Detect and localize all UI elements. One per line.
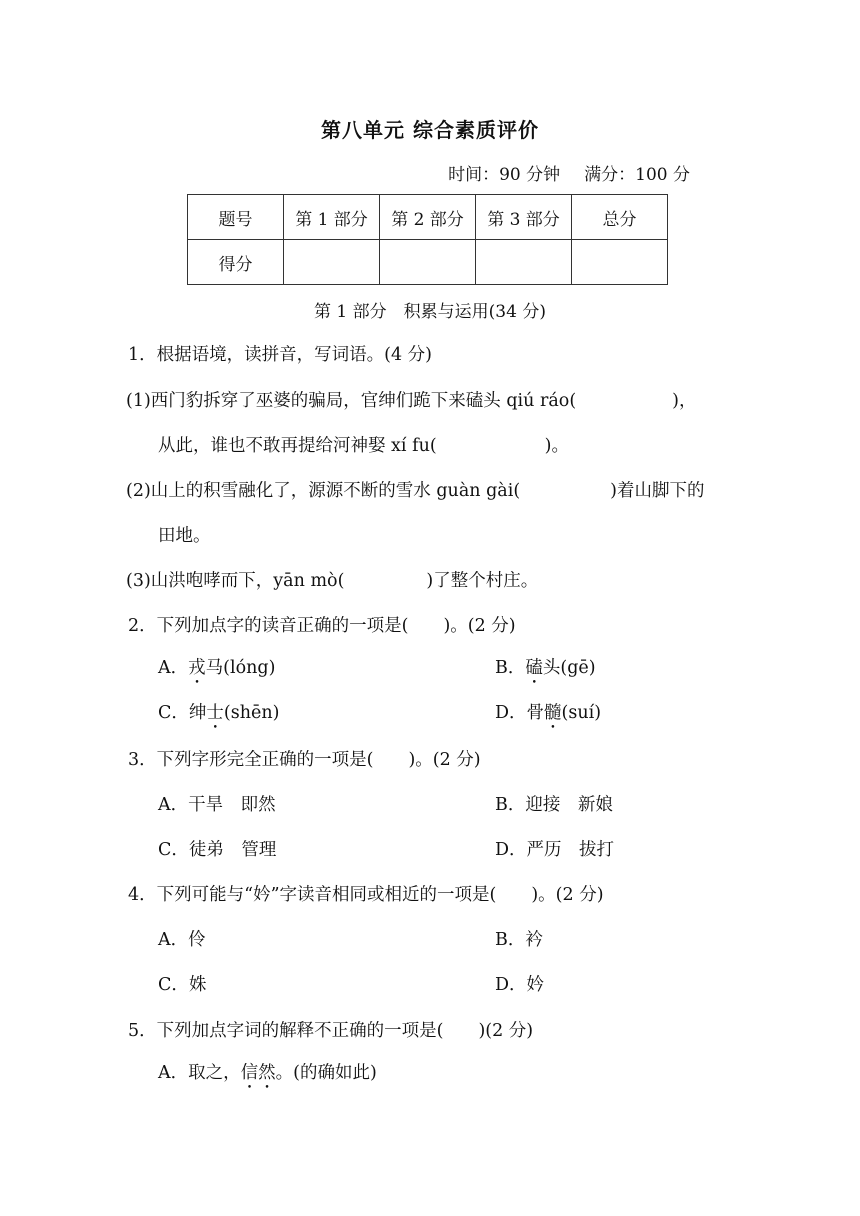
question-1-stem: 1．根据语境，读拼音，写词语。(4 分)	[128, 345, 432, 365]
q1-p1-tail-2: )。	[544, 436, 569, 456]
page-title: 第八单元 综合素质评价	[321, 118, 539, 142]
q1-p1-tail: )，	[672, 391, 697, 411]
q2-option-b-text: 头(gē)	[542, 658, 596, 678]
question-1-part-1-line-2	[158, 434, 569, 458]
q3-option-c[interactable]: C．徒弟 管理	[158, 840, 277, 860]
full-score: 满分：100 分	[584, 165, 690, 185]
q1-p3-text: (3)山洪咆哮而下，yān mò(	[126, 571, 345, 591]
score-cell-part1[interactable]	[284, 240, 380, 285]
q2-option-c-dotted-char: 士	[206, 703, 224, 723]
q2-option-c[interactable]	[158, 701, 279, 733]
question-4-stem: 4．下列可能与“妗”字读音相同或相近的一项是( )。(2 分)	[128, 885, 604, 905]
score-table-header-row	[188, 195, 668, 240]
question-1-part-1-line-1	[126, 389, 696, 413]
q2-option-d-text: (suí)	[561, 703, 602, 723]
score-table	[187, 194, 668, 285]
q3-option-a[interactable]: A．干旱 即然	[158, 795, 276, 815]
q1-p3-tail: )了整个村庄。	[426, 571, 539, 591]
header-cell-part1: 第 1 部分	[284, 195, 380, 240]
q4-option-c[interactable]: C．姝	[158, 975, 207, 995]
q2-option-b-letter: B．	[495, 658, 526, 678]
score-cell-total[interactable]	[572, 240, 668, 285]
q4-option-b[interactable]: B．衿	[495, 930, 543, 950]
q2-option-c-text: (shēn)	[223, 703, 280, 723]
q2-option-d-dotted-char: 髓	[544, 703, 562, 723]
question-1-part-2-line-1	[126, 479, 704, 503]
section-heading: 第 1 部分 积累与运用(34 分)	[314, 302, 546, 322]
q2-option-b-dotted-char: 磕	[525, 658, 543, 678]
q4-option-a[interactable]: A．伶	[158, 930, 206, 950]
time-limit: 时间：90 分钟	[448, 165, 561, 185]
q1-p2-tail: )着山脚下的	[610, 481, 705, 501]
question-1-part-2-line-2: 田地。	[158, 526, 211, 546]
q2-option-d[interactable]	[495, 701, 601, 733]
question-3-stem: 3．下列字形完全正确的一项是( )。(2 分)	[128, 750, 481, 770]
question-5-stem: 5．下列加点字词的解释不正确的一项是( )(2 分)	[128, 1021, 534, 1041]
score-cell-part2[interactable]	[380, 240, 476, 285]
q1-p2-text: (2)山上的积雪融化了，源源不断的雪水 guàn gài(	[126, 481, 521, 501]
q3-option-b[interactable]: B．迎接 新娘	[495, 795, 613, 815]
exam-meta	[448, 160, 690, 185]
q4-option-d[interactable]: D．妗	[495, 975, 545, 995]
q2-option-a-dotted-char: 戎	[188, 658, 206, 678]
question-2-stem: 2．下列加点字的读音正确的一项是( )。(2 分)	[128, 616, 516, 636]
q1-p1-text-2: 从此，谁也不敢再提给河神娶 xí fu(	[158, 436, 437, 456]
q2-option-d-letter: D．	[495, 703, 527, 723]
score-cell-part3[interactable]	[476, 240, 572, 285]
q2-option-b[interactable]	[495, 656, 596, 688]
header-cell-total: 总分	[572, 195, 668, 240]
q5-option-a[interactable]	[158, 1061, 377, 1093]
q2-option-d-pre: 骨	[526, 703, 545, 723]
q2-option-a-text: 马(lóng)	[205, 658, 276, 678]
q2-option-a[interactable]	[158, 656, 275, 688]
header-cell-part2: 第 2 部分	[380, 195, 476, 240]
q5-option-a-pre: A．取之，	[158, 1063, 241, 1083]
q2-option-c-letter: C．	[158, 703, 189, 723]
q3-option-d[interactable]: D．严历 拔打	[495, 840, 615, 860]
q2-option-a-letter: A．	[158, 658, 189, 678]
q5-option-a-text: 。(的确如此)	[275, 1063, 377, 1083]
score-table-score-row	[188, 240, 668, 285]
q5-option-a-dotted-word: 信然	[240, 1063, 276, 1083]
q1-p1-text: (1)西门豹拆穿了巫婆的骗局，官绅们跪下来磕头 qiú ráo(	[126, 391, 577, 411]
question-1-part-3	[126, 569, 538, 593]
header-cell-part3: 第 3 部分	[476, 195, 572, 240]
header-cell-number: 题号	[188, 195, 284, 240]
q2-option-c-pre: 绅	[188, 703, 207, 723]
score-row-label: 得分	[188, 240, 284, 285]
